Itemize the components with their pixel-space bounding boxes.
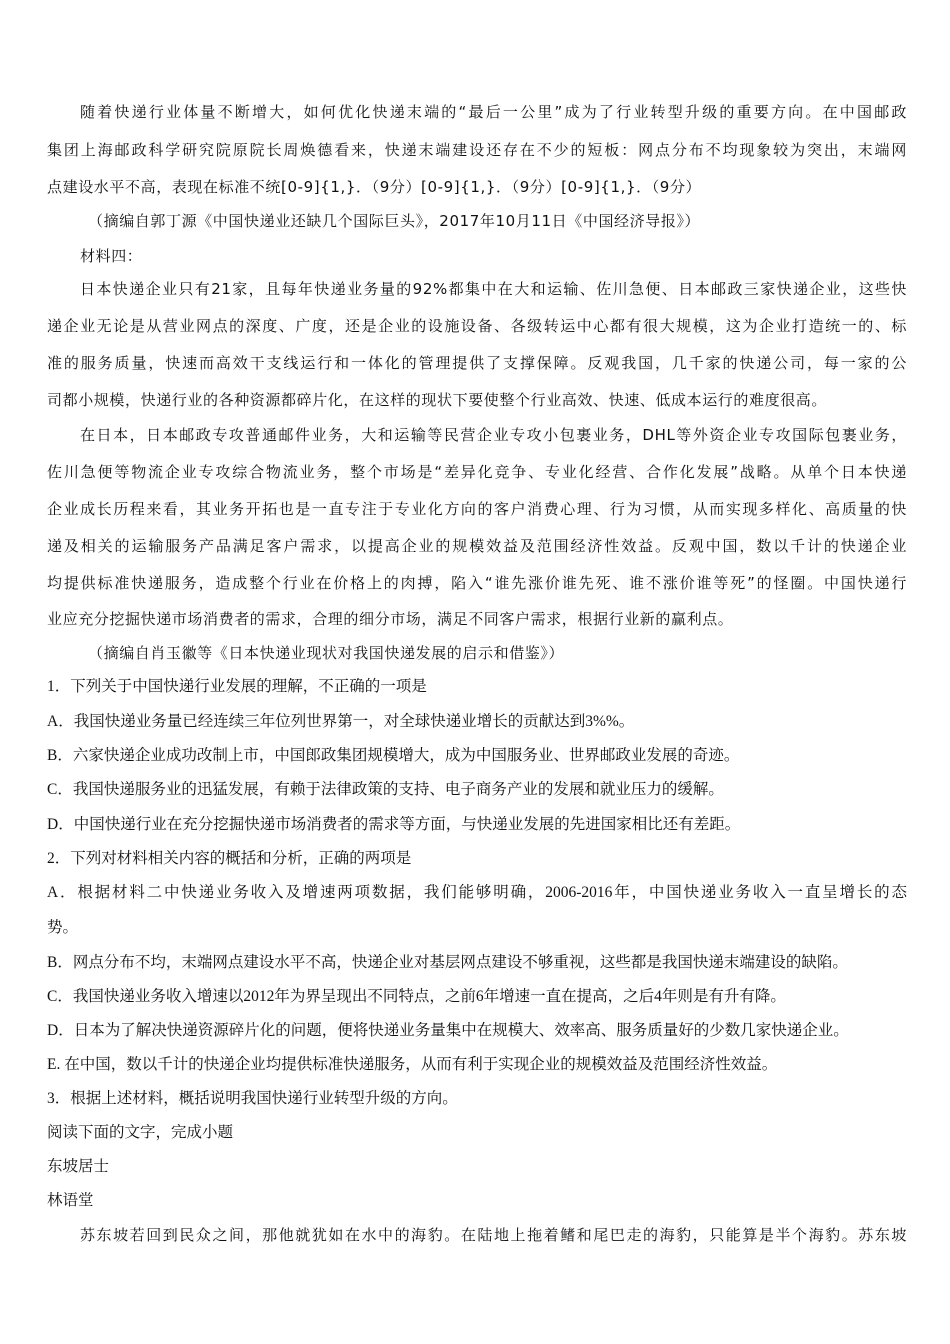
answer-option: B．六家快递企业成功改制上市，中国郎政集团规模增大，成为中国服务业、世界邮政业发展的奇迹。 xyxy=(47,747,740,764)
paragraph-line: 均提供标准快递服务，造成整个行业在价格上的肉搏，陷入“谁先涨价谁先死、谁不涨价谁等死”的怪圈。中国快递行 xyxy=(47,574,907,592)
answer-option: D．中国快递行业在充分挖掘快递市场消费者的需求等方面，与快递业发展的先进国家相比还有差距。 xyxy=(47,816,741,833)
answer-option: E. 在中国，数以千计的快递企业均提供标准快递服务，从而有利于实现企业的规模效益及范围经济性效益。 xyxy=(47,1056,778,1073)
paragraph-line: 在日本，日本邮政专攻普通邮件业务，大和运输等民营企业专攻小包裹业务，DHL等外资企业专攻国际包裹业务， xyxy=(80,426,907,444)
question-stem: 1．下列关于中国快递行业发展的理解，不正确的一项是 xyxy=(47,678,427,695)
source-citation: （摘编自肖玉徽等《日本快递业现状对我国快递发展的启示和借鉴》） xyxy=(88,644,565,662)
answer-option: D．日本为了解决快递资源碎片化的问题，便将快递业务量集中在规模大、效率高、服务质量好的少数几家快递企业。 xyxy=(47,1022,849,1039)
source-citation: （摘编自郭丁源《中国快递业还缺几个国际巨头》，2017年10月11日《中国经济导报》） xyxy=(88,212,701,230)
answer-option: C．我国快递服务业的迅猛发展，有赖于法律政策的支持、电子商务产业的发展和就业压力的缓解。 xyxy=(47,781,724,798)
section-heading: 材料四： xyxy=(80,247,143,265)
answer-option: C．我国快递业务收入增速以2012年为界呈现出不同特点，之前6年增速一直在提高，之后4年则是有升有降。 xyxy=(47,988,786,1005)
paragraph-line: 递企业无论是从营业网点的深度、广度，还是企业的设施设备、各级转运中心都有很大规模，这为企业打造统一的、标 xyxy=(47,317,907,335)
paragraph-line: 准的服务质量，快速而高效干支线运行和一体化的管理提供了支撑保障。反观我国，几千家的快递公司，每一家的公 xyxy=(47,354,907,372)
question-stem: 3．根据上述材料，概括说明我国快递行业转型升级的方向。 xyxy=(47,1090,458,1107)
answer-option: B．网点分布不均，末端网点建设水平不高，快递企业对基层网点建设不够重视，这些都是我国快递末端建设的缺陷。 xyxy=(47,954,848,971)
reading-instruction: 阅读下面的文字，完成小题 xyxy=(47,1124,234,1141)
article-author: 林语堂 xyxy=(47,1192,94,1209)
paragraph-line: 集团上海邮政科学研究院原院长周焕德看来，快递末端建设还存在不少的短板：网点分布不均现象较为突出，末端网 xyxy=(47,141,907,159)
answer-option: A．根据材料二中快递业务收入及增速两项数据，我们能够明确，2006-2016年，中国快递业务收入一直呈增长的态 xyxy=(47,884,907,901)
answer-option: A．我国快递业务量已经连续三年位列世界第一，对全球快递业增长的贡献达到3%%。 xyxy=(47,713,635,730)
question-stem: 2．下列对材料相关内容的概括和分析，正确的两项是 xyxy=(47,850,412,867)
paragraph-line: 佐川急便等物流企业专攻综合物流业务，整个市场是“差异化竞争、专业化经营、合作化发展”战略。从单个日本快递 xyxy=(47,463,907,481)
paragraph-line: 业应充分挖掘快递市场消费者的需求，合理的细分市场，满足不同客户需求，根据行业新的赢利点。 xyxy=(47,610,734,628)
paragraph-line: 司都小规模，快递行业的各种资源都碎片化，在这样的现状下要使整个行业高效、快速、低成本运行的难度很高。 xyxy=(47,391,828,409)
paragraph-line: 企业成长历程来看，其业务开拓也是一直专注于专业化方向的客户消费心理、行为习惯，从而实现多样化、高质量的快 xyxy=(47,500,907,518)
paragraph-line: 日本快递企业只有21家，且每年快递业务量的92%都集中在大和运输、佐川急便、日本邮政三家快递企业，这些快 xyxy=(80,280,907,298)
article-title: 东坡居士 xyxy=(47,1158,110,1175)
paragraph-line: 苏东坡若回到民众之间，那他就犹如在水中的海豹。在陆地上拖着鳍和尾巴走的海豹，只能算是半个海豹。苏东坡 xyxy=(80,1226,907,1244)
answer-option: 势。 xyxy=(47,919,79,936)
paragraph-line: 递及相关的运输服务产品满足客户需求，以提高企业的规模效益及范围经济性效益。反观中国，数以千计的快递企业 xyxy=(47,537,907,555)
paragraph-line: 点建设水平不高，表现在标准不统[0-9]{1,}．（9分）[0-9]{1,}．（9分）[0-9]{1,}．（9分） xyxy=(47,178,702,196)
paragraph-line: 随着快递行业体量不断增大，如何优化快递末端的“最后一公里”成为了行业转型升级的重要方向。在中国邮政 xyxy=(80,103,907,121)
